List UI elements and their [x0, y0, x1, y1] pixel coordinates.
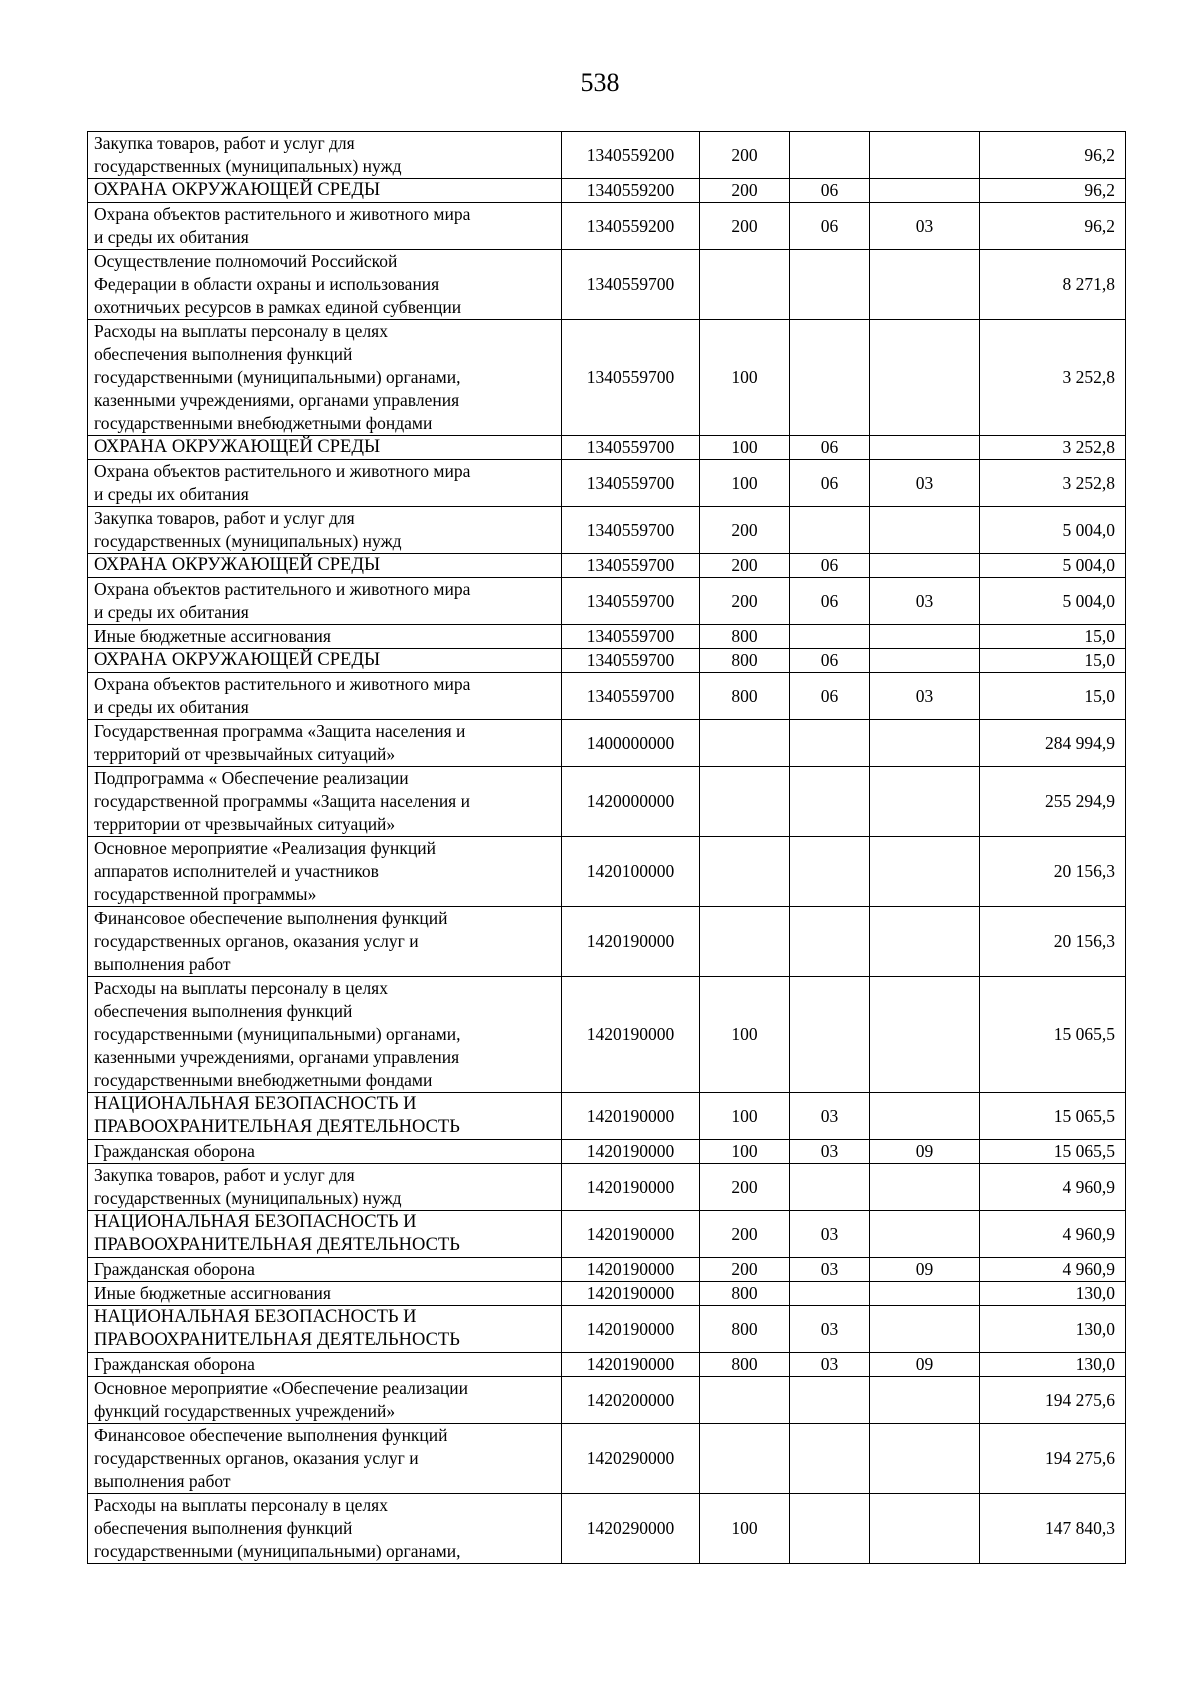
row-name: Охрана объектов растительного и животного мира и среды их обитания	[88, 460, 562, 507]
row-target-code: 1340559700	[562, 250, 700, 320]
row-section	[790, 907, 870, 977]
table-row	[88, 1258, 1126, 1282]
row-amount: 8 271,8	[980, 250, 1126, 320]
row-target-code: 1400000000	[562, 720, 700, 767]
row-amount: 5 004,0	[980, 554, 1126, 578]
row-target-code: 1340559700	[562, 625, 700, 649]
table-row	[88, 1140, 1126, 1164]
row-target-code: 1340559700	[562, 436, 700, 460]
row-section: 03	[790, 1140, 870, 1164]
row-subsection	[870, 649, 980, 673]
row-amount: 130,0	[980, 1282, 1126, 1306]
row-expense-type: 100	[700, 1140, 790, 1164]
row-expense-type: 800	[700, 1306, 790, 1353]
row-target-code: 1340559700	[562, 673, 700, 720]
row-amount: 15 065,5	[980, 1140, 1126, 1164]
row-expense-type: 200	[700, 578, 790, 625]
row-target-code: 1340559700	[562, 507, 700, 554]
row-target-code: 1340559200	[562, 179, 700, 203]
row-target-code: 1420200000	[562, 1377, 700, 1424]
row-expense-type: 200	[700, 132, 790, 179]
row-name: ОХРАНА ОКРУЖАЮЩЕЙ СРЕДЫ	[88, 179, 562, 203]
row-name: Финансовое обеспечение выполнения функций государственных органов, оказания услуг и выполнения работ	[88, 907, 562, 977]
row-section: 03	[790, 1093, 870, 1140]
row-expense-type: 800	[700, 625, 790, 649]
table-row	[88, 1093, 1126, 1140]
row-section: 06	[790, 578, 870, 625]
row-name: Охрана объектов растительного и животного мира и среды их обитания	[88, 203, 562, 250]
row-amount: 20 156,3	[980, 907, 1126, 977]
row-amount: 5 004,0	[980, 507, 1126, 554]
row-amount: 96,2	[980, 203, 1126, 250]
row-section: 03	[790, 1306, 870, 1353]
row-section: 03	[790, 1258, 870, 1282]
row-name: Основное мероприятие «Реализация функций аппаратов исполнителей и участников государственной программы»	[88, 837, 562, 907]
row-expense-type	[700, 1377, 790, 1424]
row-expense-type: 100	[700, 977, 790, 1093]
row-target-code: 1420290000	[562, 1424, 700, 1494]
row-expense-type	[700, 720, 790, 767]
row-target-code: 1420190000	[562, 977, 700, 1093]
row-section: 06	[790, 179, 870, 203]
row-subsection	[870, 1494, 980, 1564]
row-expense-type: 200	[700, 1211, 790, 1258]
row-section	[790, 1164, 870, 1211]
table-row	[88, 1211, 1126, 1258]
row-subsection	[870, 436, 980, 460]
row-amount: 3 252,8	[980, 320, 1126, 436]
row-section	[790, 1494, 870, 1564]
row-subsection	[870, 977, 980, 1093]
row-amount: 3 252,8	[980, 460, 1126, 507]
row-expense-type: 200	[700, 1164, 790, 1211]
row-expense-type	[700, 250, 790, 320]
row-name: Иные бюджетные ассигнования	[88, 1282, 562, 1306]
row-subsection: 09	[870, 1258, 980, 1282]
row-name: Расходы на выплаты персоналу в целях обеспечения выполнения функций государственными (муниципальными) органами,	[88, 1494, 562, 1564]
row-name: Охрана объектов растительного и животного мира и среды их обитания	[88, 578, 562, 625]
table-row	[88, 250, 1126, 320]
row-amount: 15,0	[980, 649, 1126, 673]
table-row	[88, 320, 1126, 436]
row-amount: 15 065,5	[980, 1093, 1126, 1140]
row-subsection	[870, 132, 980, 179]
row-subsection	[870, 767, 980, 837]
row-target-code: 1340559700	[562, 320, 700, 436]
table-row	[88, 507, 1126, 554]
row-expense-type: 100	[700, 460, 790, 507]
row-expense-type: 200	[700, 1258, 790, 1282]
row-amount: 20 156,3	[980, 837, 1126, 907]
table-row	[88, 837, 1126, 907]
row-subsection: 09	[870, 1140, 980, 1164]
row-amount: 4 960,9	[980, 1164, 1126, 1211]
row-subsection	[870, 1211, 980, 1258]
row-subsection	[870, 1282, 980, 1306]
row-name: Иные бюджетные ассигнования	[88, 625, 562, 649]
row-target-code: 1420190000	[562, 1258, 700, 1282]
row-target-code: 1340559200	[562, 132, 700, 179]
row-subsection	[870, 1093, 980, 1140]
budget-table-body	[88, 132, 1126, 1564]
table-row	[88, 1282, 1126, 1306]
row-section	[790, 837, 870, 907]
row-name: ОХРАНА ОКРУЖАЮЩЕЙ СРЕДЫ	[88, 436, 562, 460]
row-expense-type: 200	[700, 203, 790, 250]
row-amount: 130,0	[980, 1353, 1126, 1377]
table-row	[88, 179, 1126, 203]
row-name: Закупка товаров, работ и услуг для государственных (муниципальных) нужд	[88, 507, 562, 554]
row-section	[790, 507, 870, 554]
page-number: 538	[580, 68, 620, 97]
table-row	[88, 720, 1126, 767]
budget-table	[87, 131, 1126, 1564]
row-section	[790, 1377, 870, 1424]
row-name: Подпрограмма « Обеспечение реализации государственной программы «Защита населения и территории от чрезвычайных ситуаций»	[88, 767, 562, 837]
row-amount: 15,0	[980, 673, 1126, 720]
table-row	[88, 1377, 1126, 1424]
row-name: Закупка товаров, работ и услуг для государственных (муниципальных) нужд	[88, 1164, 562, 1211]
row-section: 06	[790, 554, 870, 578]
row-expense-type: 800	[700, 1353, 790, 1377]
row-name: Государственная программа «Защита населения и территорий от чрезвычайных ситуаций»	[88, 720, 562, 767]
row-subsection: 09	[870, 1353, 980, 1377]
table-row	[88, 977, 1126, 1093]
row-section	[790, 320, 870, 436]
row-amount: 4 960,9	[980, 1258, 1126, 1282]
row-subsection	[870, 1377, 980, 1424]
row-target-code: 1420190000	[562, 1306, 700, 1353]
table-row	[88, 460, 1126, 507]
row-expense-type: 800	[700, 1282, 790, 1306]
row-section: 06	[790, 203, 870, 250]
row-amount: 147 840,3	[980, 1494, 1126, 1564]
table-row	[88, 1306, 1126, 1353]
row-expense-type: 200	[700, 554, 790, 578]
row-section	[790, 720, 870, 767]
row-target-code: 1420190000	[562, 1353, 700, 1377]
row-subsection	[870, 250, 980, 320]
row-subsection: 03	[870, 673, 980, 720]
row-subsection: 03	[870, 460, 980, 507]
table-row	[88, 436, 1126, 460]
row-target-code: 1420190000	[562, 1093, 700, 1140]
row-amount: 255 294,9	[980, 767, 1126, 837]
row-section	[790, 767, 870, 837]
row-subsection	[870, 907, 980, 977]
row-section: 06	[790, 673, 870, 720]
row-name: Расходы на выплаты персоналу в целях обеспечения выполнения функций государственными (муниципальными) органами, казенными учреждениями, органами управления государственными внебюджетными фондами	[88, 977, 562, 1093]
row-subsection: 03	[870, 578, 980, 625]
row-expense-type	[700, 1424, 790, 1494]
row-expense-type	[700, 837, 790, 907]
row-target-code: 1340559700	[562, 578, 700, 625]
row-section	[790, 1282, 870, 1306]
row-amount: 15 065,5	[980, 977, 1126, 1093]
row-subsection	[870, 1306, 980, 1353]
row-expense-type: 100	[700, 1093, 790, 1140]
row-amount: 96,2	[980, 179, 1126, 203]
row-section: 03	[790, 1211, 870, 1258]
row-name: Осуществление полномочий Российской Федерации в области охраны и использования охотничьих ресурсов в рамках единой субвенции	[88, 250, 562, 320]
row-subsection	[870, 320, 980, 436]
row-name: Закупка товаров, работ и услуг для государственных (муниципальных) нужд	[88, 132, 562, 179]
row-subsection	[870, 507, 980, 554]
row-section	[790, 1424, 870, 1494]
row-target-code: 1340559200	[562, 203, 700, 250]
table-row	[88, 1353, 1126, 1377]
row-amount: 3 252,8	[980, 436, 1126, 460]
row-name: НАЦИОНАЛЬНАЯ БЕЗОПАСНОСТЬ И ПРАВООХРАНИТЕЛЬНАЯ ДЕЯТЕЛЬНОСТЬ	[88, 1306, 562, 1353]
row-amount: 5 004,0	[980, 578, 1126, 625]
row-name: Финансовое обеспечение выполнения функций государственных органов, оказания услуг и выполнения работ	[88, 1424, 562, 1494]
row-name: Гражданская оборона	[88, 1140, 562, 1164]
table-row	[88, 554, 1126, 578]
row-name: Гражданская оборона	[88, 1258, 562, 1282]
row-name: Расходы на выплаты персоналу в целях обеспечения выполнения функций государственными (муниципальными) органами, казенными учреждениями, органами управления государственными внебюджетными фондами	[88, 320, 562, 436]
row-expense-type: 100	[700, 1494, 790, 1564]
table-row	[88, 625, 1126, 649]
row-subsection	[870, 1424, 980, 1494]
table-row	[88, 578, 1126, 625]
row-target-code: 1420190000	[562, 1140, 700, 1164]
row-name: Охрана объектов растительного и животного мира и среды их обитания	[88, 673, 562, 720]
row-expense-type	[700, 767, 790, 837]
row-amount: 130,0	[980, 1306, 1126, 1353]
row-name: Гражданская оборона	[88, 1353, 562, 1377]
row-section	[790, 132, 870, 179]
row-amount: 96,2	[980, 132, 1126, 179]
row-subsection	[870, 837, 980, 907]
row-section: 06	[790, 649, 870, 673]
row-expense-type: 100	[700, 320, 790, 436]
row-target-code: 1340559700	[562, 649, 700, 673]
row-amount: 194 275,6	[980, 1424, 1126, 1494]
row-expense-type: 200	[700, 179, 790, 203]
row-expense-type: 200	[700, 507, 790, 554]
row-target-code: 1420190000	[562, 1164, 700, 1211]
row-target-code: 1420100000	[562, 837, 700, 907]
row-target-code: 1340559700	[562, 460, 700, 507]
row-subsection	[870, 625, 980, 649]
row-subsection	[870, 720, 980, 767]
row-section	[790, 625, 870, 649]
row-name: Основное мероприятие «Обеспечение реализации функций государственных учреждений»	[88, 1377, 562, 1424]
table-row	[88, 1494, 1126, 1564]
row-amount: 15,0	[980, 625, 1126, 649]
table-row	[88, 767, 1126, 837]
row-amount: 284 994,9	[980, 720, 1126, 767]
row-section: 06	[790, 460, 870, 507]
row-expense-type	[700, 907, 790, 977]
row-target-code: 1420290000	[562, 1494, 700, 1564]
table-row	[88, 649, 1126, 673]
row-expense-type: 100	[700, 436, 790, 460]
row-target-code: 1420190000	[562, 1282, 700, 1306]
row-name: ОХРАНА ОКРУЖАЮЩЕЙ СРЕДЫ	[88, 554, 562, 578]
row-expense-type: 800	[700, 673, 790, 720]
table-row	[88, 1424, 1126, 1494]
row-amount: 194 275,6	[980, 1377, 1126, 1424]
row-name: НАЦИОНАЛЬНАЯ БЕЗОПАСНОСТЬ И ПРАВООХРАНИТЕЛЬНАЯ ДЕЯТЕЛЬНОСТЬ	[88, 1211, 562, 1258]
table-row	[88, 907, 1126, 977]
row-name: НАЦИОНАЛЬНАЯ БЕЗОПАСНОСТЬ И ПРАВООХРАНИТЕЛЬНАЯ ДЕЯТЕЛЬНОСТЬ	[88, 1093, 562, 1140]
row-section: 06	[790, 436, 870, 460]
row-subsection	[870, 179, 980, 203]
table-row	[88, 132, 1126, 179]
row-section	[790, 977, 870, 1093]
row-name: ОХРАНА ОКРУЖАЮЩЕЙ СРЕДЫ	[88, 649, 562, 673]
row-section: 03	[790, 1353, 870, 1377]
row-target-code: 1420190000	[562, 1211, 700, 1258]
table-row	[88, 1164, 1126, 1211]
row-amount: 4 960,9	[980, 1211, 1126, 1258]
row-subsection: 03	[870, 203, 980, 250]
row-target-code: 1340559700	[562, 554, 700, 578]
row-subsection	[870, 554, 980, 578]
table-row	[88, 673, 1126, 720]
row-section	[790, 250, 870, 320]
row-target-code: 1420000000	[562, 767, 700, 837]
row-expense-type: 800	[700, 649, 790, 673]
row-subsection	[870, 1164, 980, 1211]
table-row	[88, 203, 1126, 250]
row-target-code: 1420190000	[562, 907, 700, 977]
